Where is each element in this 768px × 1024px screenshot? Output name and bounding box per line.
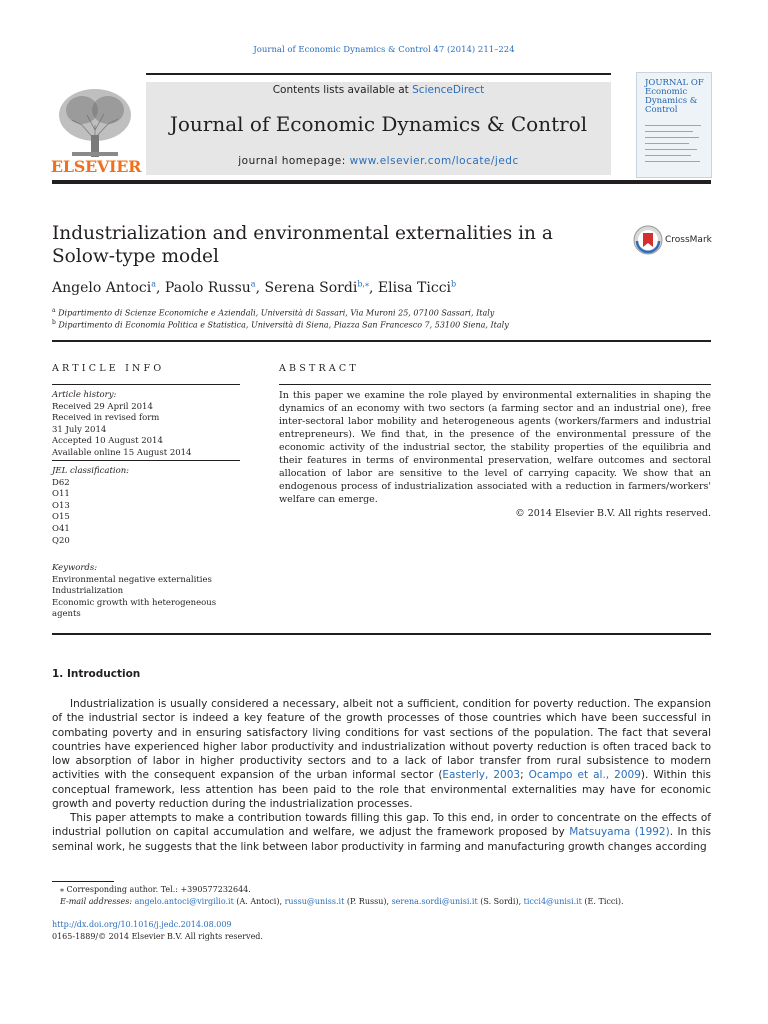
- keyword: Industrialization: [52, 586, 124, 597]
- author: Serena Sordi$^{b,⁎}$,: [264, 279, 378, 296]
- author: Paolo Russu$^a$,: [164, 279, 265, 296]
- cover-line: [645, 143, 689, 144]
- history-item: Accepted 10 August 2014: [52, 436, 163, 447]
- body-paragraph: This paper attempts to make a contribution towards filling this gap. To this end, in order to concentrate on the effects of industrial pollution on capital accumulation and welfare, we adjust the framework proposed by Matsuyama (1992). In this seminal work, he suggests that the link between labor productivity in farming and manufacturing growth changes according: [52, 812, 711, 853]
- corresponding-author-footnote: ⁎ Corresponding author. Tel.: +390577232644.: [60, 885, 251, 894]
- affiliation: $^b$ Dipartimento di Economia Politica e Statistica, Università di Siena, Piazza San Francesco 7, 53100 Siena, Italy: [52, 319, 509, 330]
- contents-prefix: Contents lists available at: [272, 84, 413, 96]
- keyword: Economic growth with heterogeneous: [52, 597, 217, 608]
- elsevier-wordmark: ELSEVIER: [50, 157, 142, 176]
- article-info-rule: [52, 460, 240, 461]
- homepage-prefix: journal homepage:: [238, 155, 350, 167]
- history-item: Available online 15 August 2014: [52, 447, 192, 458]
- author-list: [52, 279, 456, 296]
- email-link[interactable]: ticci4@unisi.it: [523, 897, 582, 906]
- citation-link[interactable]: Matsuyama (1992): [569, 826, 670, 839]
- article-history: [52, 390, 191, 460]
- section-heading-introduction: 1. Introduction: [52, 668, 141, 680]
- section-rule: [52, 340, 711, 342]
- author: Angelo Antoci$^a$,: [52, 279, 165, 296]
- header-bottom-rule: [52, 180, 711, 184]
- doi-link[interactable]: http://dx.doi.org/10.1016/j.jedc.2014.08.009: [52, 920, 232, 929]
- abstract-heading: ABSTRACT: [279, 363, 359, 374]
- cover-line: [645, 131, 693, 132]
- abstract-copyright: © 2014 Elsevier B.V. All rights reserved.: [515, 508, 711, 519]
- jel-label: JEL classification:: [52, 466, 130, 476]
- journal-citation[interactable]: Journal of Economic Dynamics & Control 47 (2014) 211–224: [253, 45, 515, 55]
- cover-line: [645, 137, 699, 138]
- abstract-rule: [279, 384, 711, 385]
- history-item: Received 29 April 2014: [52, 401, 153, 412]
- cover-title: JOURNAL OF Economic Dynamics & Control: [645, 78, 704, 115]
- history-item: Received in revised form: [52, 413, 160, 424]
- section-rule: [52, 633, 711, 635]
- body-paragraph: Industrialization is usually considered a necessary, albeit not a sufficient, condition for poverty reduction. The expansion of the industrial sector is indeed a key feature of the growth processes of those countries which have been successful in combating poverty and in ensuring satisfactory living conditions for vast sections of the population. The fact that several countries have experienced higher labor productivity and industrialization without poverty reduction is often traced back to low absorption of labor in higher productivity sectors and to a lack of labor transfer from rural subsistence to modern activities with the consequent expansion of the urban informal sector (Easterly, 2003; Ocampo et al., 2009). Within this conceptual framework, less attention has been paid to the role that environmental externalities may have for economic growth and poverty reduction during the industrialization processes.: [52, 698, 711, 811]
- jel-code: D62: [52, 477, 70, 488]
- cover-line: [645, 149, 697, 150]
- article-title: Industrialization and environmental externalities in a Solow-type model: [52, 223, 553, 267]
- cover-line: [645, 161, 700, 162]
- header-top-rule: [146, 73, 611, 75]
- journal-homepage-link[interactable]: www.elsevier.com/locate/jedc: [349, 155, 519, 167]
- keyword: agents: [52, 609, 81, 620]
- email-link[interactable]: angelo.antoci@virgilio.it: [134, 897, 234, 906]
- jel-code: Q20: [52, 535, 70, 546]
- history-item: 31 July 2014: [52, 424, 107, 435]
- article-info-rule: [52, 384, 240, 385]
- jel-classification: [52, 466, 129, 547]
- abstract-text: In this paper we examine the role played by environmental externalities in shaping the dynamics of an economy with two sectors (a farming sector and an industrial one), free inter-sectoral labor mobility and heterogeneous agents (workers/farmers and industrial entrepreneurs). We find that, in the presence of the environmental pressure of the economic activity of the industrial sector, the stability properties of the equilibria and their features in terms of environmental preservation, welfare outcomes and sectoral allocation of labor are sensitive to the level of carrying capacity. We show that an endogenous process of industrialization associated with a reduction in farmers/workers' welfare can emerge.: [279, 390, 711, 505]
- sciencedirect-link[interactable]: ScienceDirect: [412, 84, 485, 96]
- journal-homepage-line: [146, 155, 611, 167]
- email-link[interactable]: russu@uniss.it: [284, 897, 345, 906]
- email-link[interactable]: serena.sordi@unisi.it: [391, 897, 478, 906]
- issn-line: 0165-1889/© 2014 Elsevier B.V. All rights reserved.: [52, 932, 263, 941]
- jel-code: O15: [52, 512, 70, 523]
- article-info-heading: ARTICLE INFO: [52, 363, 165, 374]
- contents-line: [146, 84, 611, 96]
- keywords-label: Keywords:: [52, 563, 98, 573]
- author: Elisa Ticci$^b$: [377, 279, 457, 296]
- email-footnote: E-mail addresses: angelo.antoci@virgilio.it (A. Antoci), russu@uniss.it (P. Russu), serena.sordi@unisi.it (S. Sordi), ticci4@unisi.it (E. Ticci).: [60, 897, 624, 906]
- journal-header-box: [146, 82, 611, 175]
- jel-code: O13: [52, 500, 70, 511]
- affiliation: $^a$ Dipartimento di Scienze Economiche e Aziendali, Università di Sassari, Via Muroni 25, 07100 Sassari, Italy: [52, 307, 495, 318]
- citation-link[interactable]: Easterly, 2003: [442, 769, 521, 782]
- jel-code: O11: [52, 489, 70, 500]
- jel-code: O41: [52, 523, 70, 534]
- journal-name: Journal of Economic Dynamics & Control: [169, 112, 588, 136]
- footnote-rule: [52, 881, 114, 882]
- citation-link[interactable]: Ocampo et al., 2009: [528, 769, 641, 782]
- cover-line: [645, 155, 691, 156]
- keywords: [52, 563, 216, 621]
- cover-line: [645, 125, 701, 126]
- keyword: Environmental negative externalities: [52, 574, 212, 585]
- crossmark-label[interactable]: CrossMark: [665, 235, 712, 245]
- history-label: Article history:: [52, 390, 117, 400]
- journal-cover-thumbnail: [636, 72, 712, 178]
